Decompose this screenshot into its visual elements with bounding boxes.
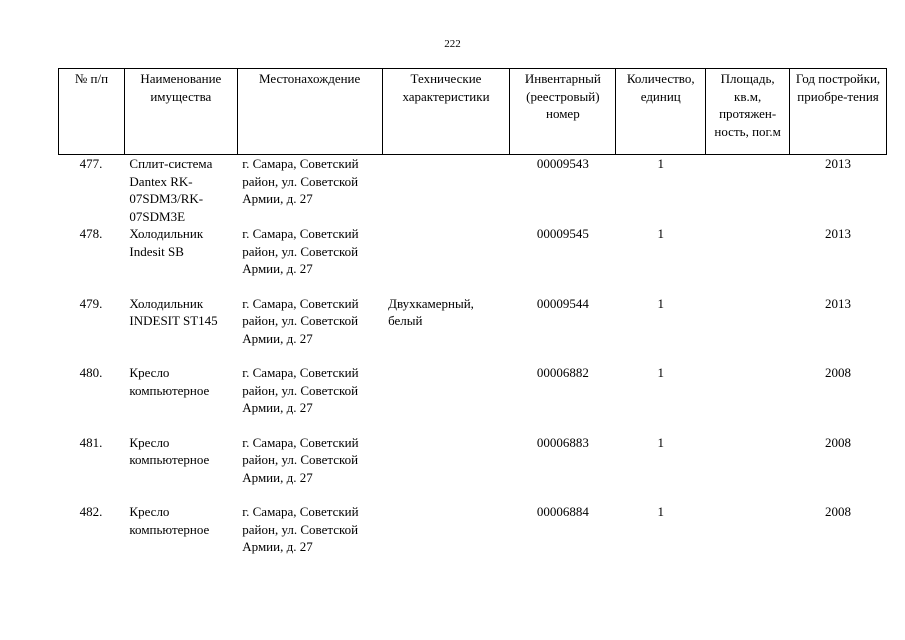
- row-area: [706, 434, 790, 504]
- table-row: [59, 503, 887, 573]
- row-name: Кресло компьютерное: [129, 434, 210, 467]
- row-location: г. Самара, Советский район, ул. Советской Армии, д. 27: [242, 365, 359, 415]
- row-name: Кресло компьютерное: [129, 365, 210, 398]
- row-year: 2013: [825, 156, 852, 171]
- row-location: г. Самара, Советский район, ул. Советской Армии, д. 27: [242, 226, 359, 276]
- row-name: Кресло компьютерное: [129, 504, 210, 537]
- row-num: 478.: [79, 226, 103, 241]
- row-quantity: 1: [657, 365, 664, 380]
- row-quantity: 1: [657, 434, 664, 450]
- header-quantity: Количество, единиц: [616, 69, 706, 155]
- row-area: [706, 503, 790, 573]
- header-num: № п/п: [59, 69, 125, 155]
- row-tech: [382, 225, 510, 295]
- row-tech: [382, 434, 510, 504]
- row-area: [706, 225, 790, 295]
- table-header: [59, 69, 887, 155]
- row-year: 2013: [825, 226, 852, 241]
- row-inventory: 00009543: [536, 156, 589, 171]
- row-area: [706, 155, 790, 226]
- row-inventory: 00006884: [536, 504, 589, 519]
- header-location: Местонахождение: [237, 69, 382, 155]
- header-tech: Технические характеристики: [382, 69, 510, 155]
- row-num: 480.: [79, 365, 103, 380]
- row-inventory: 00006883: [536, 434, 589, 450]
- row-area: [706, 364, 790, 434]
- row-num: 479.: [79, 295, 103, 311]
- row-quantity: 1: [657, 226, 664, 241]
- row-quantity: 1: [657, 295, 664, 311]
- row-num: 481.: [79, 434, 103, 450]
- row-year: 2008: [825, 434, 852, 450]
- table-row: [59, 155, 887, 226]
- table-row: [59, 295, 887, 365]
- page-number: 222: [444, 38, 461, 50]
- header-name: Наименование имущества: [124, 69, 237, 155]
- row-inventory: 00009544: [536, 295, 589, 311]
- row-inventory: 00006882: [536, 365, 589, 380]
- table-row: [59, 434, 887, 504]
- row-tech: Двухкамерный, белый: [388, 295, 474, 328]
- row-location: г. Самара, Советский район, ул. Советской Армии, д. 27: [242, 434, 359, 485]
- row-year: 2008: [825, 504, 852, 519]
- row-year: 2013: [825, 295, 852, 311]
- row-num: 482.: [79, 504, 103, 519]
- table-body: [59, 155, 887, 573]
- row-tech: [382, 503, 510, 573]
- row-tech: [382, 155, 510, 226]
- row-name: Холодильник Indesit SB: [129, 226, 204, 259]
- row-tech: [382, 364, 510, 434]
- row-quantity: 1: [657, 504, 664, 519]
- row-location: г. Самара, Советский район, ул. Советской Армии, д. 27: [242, 156, 359, 206]
- row-name: Сплит-система Dantex RK-07SDM3/RK-07SDM3E: [129, 156, 213, 224]
- header-inventory: Инвентарный (реестровый) номер: [510, 69, 616, 155]
- table-row: [59, 364, 887, 434]
- row-name: Холодильник INDESIT ST145: [129, 295, 218, 328]
- row-inventory: 00009545: [536, 226, 589, 241]
- header-year: Год постройки, приобре-тения: [790, 69, 887, 155]
- row-year: 2008: [825, 365, 852, 380]
- row-num: 477.: [79, 156, 103, 171]
- header-area: Площадь, кв.м, протяжен-ность, пог.м: [706, 69, 790, 155]
- row-location: г. Самара, Советский район, ул. Советской Армии, д. 27: [242, 504, 359, 554]
- row-area: [706, 295, 790, 365]
- table-row: [59, 225, 887, 295]
- row-location: г. Самара, Советский район, ул. Советской Армии, д. 27: [242, 295, 359, 346]
- property-registry-table: [58, 68, 887, 573]
- row-quantity: 1: [657, 156, 664, 171]
